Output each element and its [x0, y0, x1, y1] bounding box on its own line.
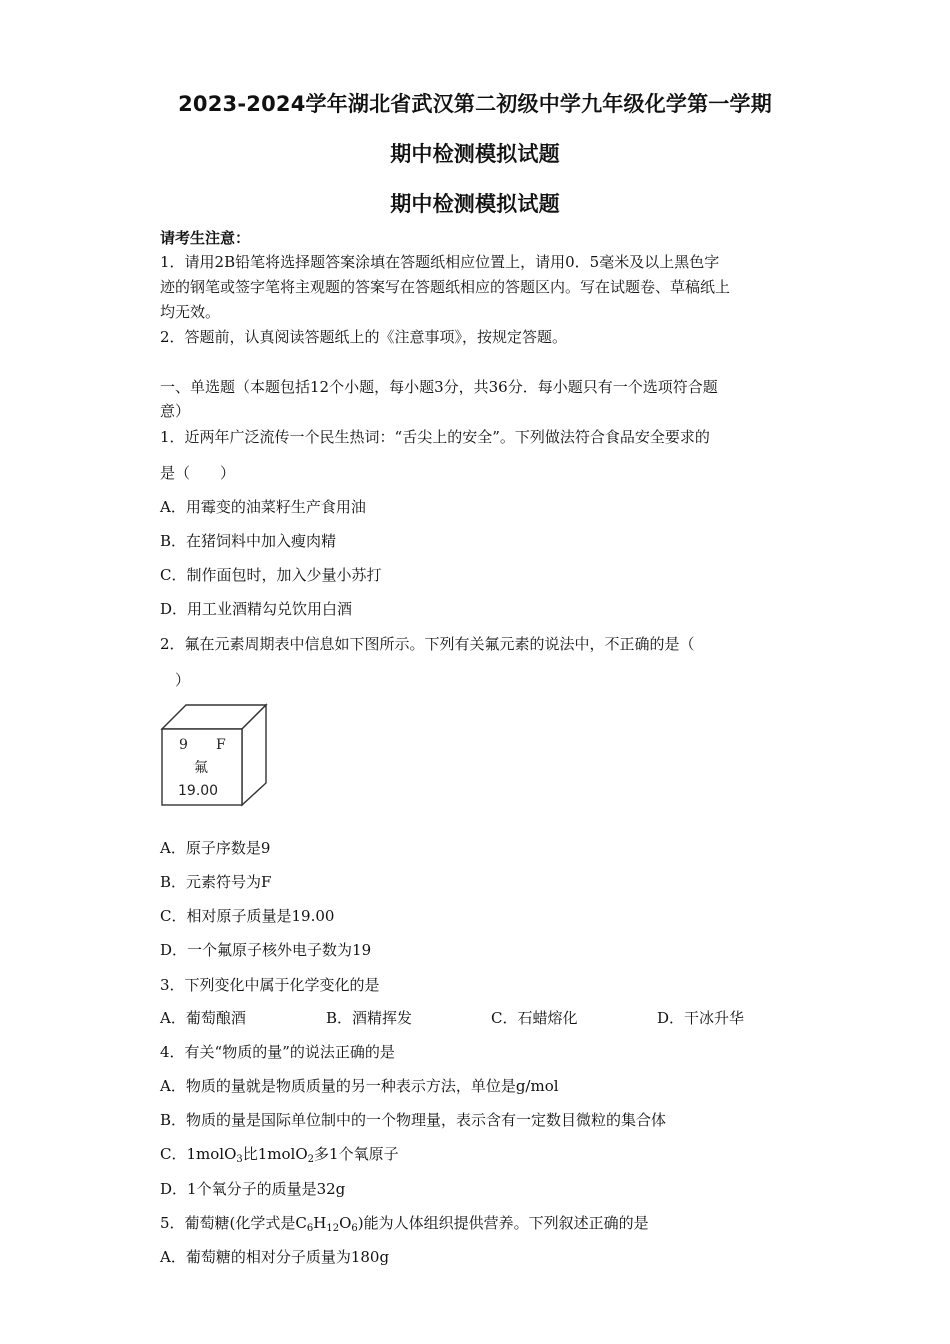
q5-stem	[160, 1213, 800, 1239]
q5-stem-part2: )能为人体组织提供营养。下列叙述正确的是	[357, 1214, 649, 1232]
q2-option-a: A．原子序数是9	[160, 839, 271, 857]
fluorine-element-cell	[160, 703, 268, 807]
q1-option-d: D．用工业酒精勾兑饮用白酒	[160, 600, 353, 618]
q1-stem-line2: 是（ ）	[160, 464, 236, 482]
q5-formula-sub1: 6	[306, 1223, 314, 1234]
q5-stem-part1: 5．葡萄糖(化学式是C	[160, 1214, 307, 1232]
element-cube-figure	[160, 703, 268, 807]
q3-option-a: A．葡萄酿酒	[160, 1009, 246, 1027]
q4-option-c-sub1: 3	[236, 1154, 243, 1165]
notice-item1-line3: 均无效。	[160, 303, 221, 321]
q4-option-c-part1: C．1molO	[160, 1145, 237, 1163]
q4-stem: 4．有关“物质的量”的说法正确的是	[160, 1043, 395, 1061]
exam-title-line2: 期中检测模拟试题	[390, 142, 560, 166]
q4-option-a: A．物质的量就是物质质量的另一种表示方法，单位是g/mol	[160, 1077, 559, 1095]
element-name: 氟	[194, 760, 208, 776]
q4-option-c-part3: 多1个氧原子	[314, 1145, 399, 1163]
q2-option-c: C．相对原子质量是19.00	[160, 907, 335, 925]
q4-option-b: B．物质的量是国际单位制中的一个物理量，表示含有一定数目微粒的集合体	[160, 1111, 667, 1129]
q1-stem-line1: 1．近两年广泛流传一个民生热词：“舌尖上的安全”。下列做法符合食品安全要求的	[160, 428, 710, 446]
section1-heading-line2: 意）	[160, 402, 191, 420]
q3-option-b: B．酒精挥发	[326, 1009, 413, 1027]
q5-option-a: A．葡萄糖的相对分子质量为180g	[160, 1248, 390, 1266]
q5-formula-sub2: 12	[326, 1223, 340, 1234]
q4-option-c	[160, 1144, 800, 1170]
q5-formula-o: O	[339, 1214, 352, 1232]
exam-title-line3: 期中检测模拟试题	[390, 192, 560, 216]
q5-formula-sub3: 6	[351, 1223, 358, 1234]
q1-option-a: A．用霉变的油菜籽生产食用油	[160, 498, 366, 516]
element-atomic-number: 9	[179, 737, 188, 753]
q3-option-c: C．石蜡熔化	[491, 1009, 578, 1027]
element-symbol: F	[216, 737, 226, 753]
q4-option-c-sub2: 2	[307, 1154, 315, 1165]
notice-item1-line2: 迹的钢笔或签字笔将主观题的答案写在答题纸相应的答题区内。写在试题卷、草稿纸上	[160, 278, 731, 296]
q1-option-c: C．制作面包时，加入少量小苏打	[160, 566, 382, 584]
q2-stem-line2: ）	[175, 671, 191, 689]
notice-heading: 请考生注意：	[160, 229, 251, 247]
q1-option-b: B．在猪饲料中加入瘦肉精	[160, 532, 337, 550]
notice-item1-line1: 1．请用2B铅笔将选择题答案涂填在答题纸相应位置上，请用0．5毫米及以上黑色字	[160, 253, 720, 271]
q2-option-d: D．一个氟原子核外电子数为19	[160, 941, 372, 959]
q3-option-d: D．干冰升华	[657, 1009, 745, 1027]
exam-title-line1: 2023-2024学年湖北省武汉第二初级中学九年级化学第一学期	[178, 92, 772, 116]
element-atomic-mass: 19.00	[178, 783, 219, 799]
q2-option-b: B．元素符号为F	[160, 873, 272, 891]
q4-option-d: D．1个氧分子的质量是32g	[160, 1180, 346, 1198]
q2-stem-line1: 2．氟在元素周期表中信息如下图所示。下列有关氟元素的说法中，不正确的是（	[160, 635, 695, 653]
section1-heading-line1: 一、单选题（本题包括12个小题，每小题3分，共36分．每小题只有一个选项符合题	[160, 378, 718, 396]
q3-stem: 3．下列变化中属于化学变化的是	[160, 976, 380, 994]
notice-item2: 2．答题前，认真阅读答题纸上的《注意事项》，按规定答题。	[160, 328, 568, 346]
q5-formula-h: H	[313, 1214, 327, 1232]
q4-option-c-part2: 比1molO	[242, 1145, 308, 1163]
